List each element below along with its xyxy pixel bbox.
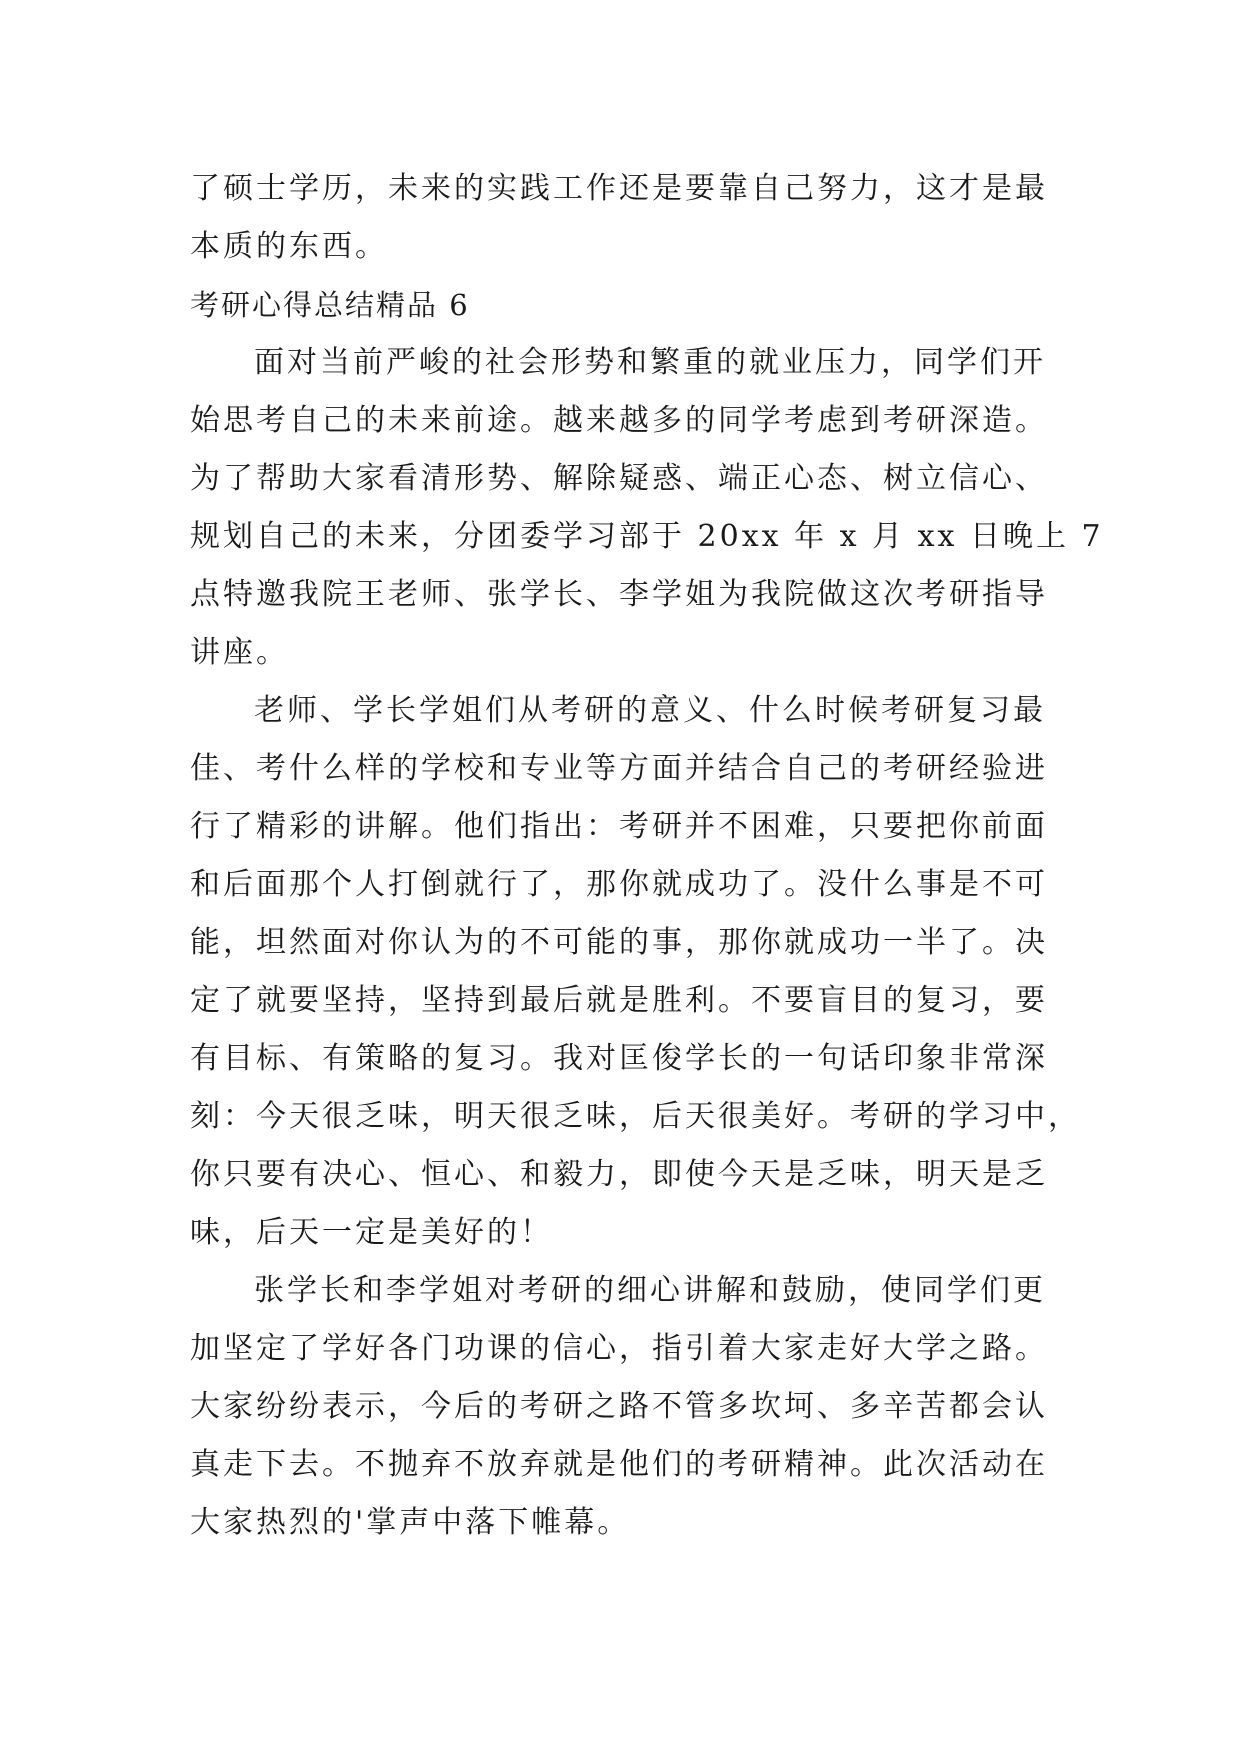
body-line: 和后面那个人打倒就行了，那你就成功了。没什么事是不可 xyxy=(190,867,1048,902)
body-line: 规划自己的未来，分团委学习部于 20xx 年 x 月 xx 日晚上 7 xyxy=(190,519,1104,554)
body-line: 本质的东西。 xyxy=(190,229,388,264)
body-line: 始思考自己的未来前途。越来越多的同学考虑到考研深造。 xyxy=(190,403,1048,438)
body-line: 定了就要坚持，坚持到最后就是胜利。不要盲目的复习，要 xyxy=(190,983,1048,1018)
paragraph-3 xyxy=(190,1262,1060,1552)
body-line: 能，坦然面对你认为的不可能的事，那你就成功一半了。决 xyxy=(190,925,1048,960)
body-line: 行了精彩的讲解。他们指出：考研并不困难，只要把你前面 xyxy=(190,809,1048,844)
section-title: 考研心得总结精品 6 xyxy=(190,288,470,322)
body-line: 加坚定了学好各门功课的信心，指引着大家走好大学之路。 xyxy=(190,1331,1048,1366)
paragraph-1 xyxy=(190,334,1104,682)
body-line: 张学长和李学姐对考研的细心讲解和鼓励，使同学们更 xyxy=(254,1273,1046,1308)
body-line: 真走下去。不抛弃不放弃就是他们的考研精神。此次活动在 xyxy=(190,1447,1048,1482)
body-line: 为了帮助大家看清形势、解除疑惑、端正心态、树立信心、 xyxy=(190,461,1048,496)
body-line: 讲座。 xyxy=(190,635,289,670)
body-line: 老师、学长学姐们从考研的意义、什么时候考研复习最 xyxy=(254,693,1046,728)
document-body xyxy=(190,160,1104,1552)
body-line: 味，后天一定是美好的！ xyxy=(190,1215,553,1250)
paragraph-2 xyxy=(190,682,1081,1262)
body-line: 你只要有决心、恒心、和毅力，即使今天是乏味，明天是乏 xyxy=(190,1157,1048,1192)
body-line: 佳、考什么样的学校和专业等方面并结合自己的考研经验进 xyxy=(190,751,1048,786)
body-line: 有目标、有策略的复习。我对匡俊学长的一句话印象非常深 xyxy=(190,1041,1048,1076)
body-line: 刻：今天很乏味，明天很乏味，后天很美好。考研的学习中， xyxy=(190,1099,1081,1134)
body-line: 大家热烈的'掌声中落下帷幕。 xyxy=(190,1505,631,1540)
body-line: 了硕士学历，未来的实践工作还是要靠自己努力，这才是最 xyxy=(190,171,1048,206)
body-line: 大家纷纷表示，今后的考研之路不管多坎坷、多辛苦都会认 xyxy=(190,1389,1048,1424)
body-line: 面对当前严峻的社会形势和繁重的就业压力，同学们开 xyxy=(254,345,1046,380)
body-line: 点特邀我院王老师、张学长、李学姐为我院做这次考研指导 xyxy=(190,577,1048,612)
